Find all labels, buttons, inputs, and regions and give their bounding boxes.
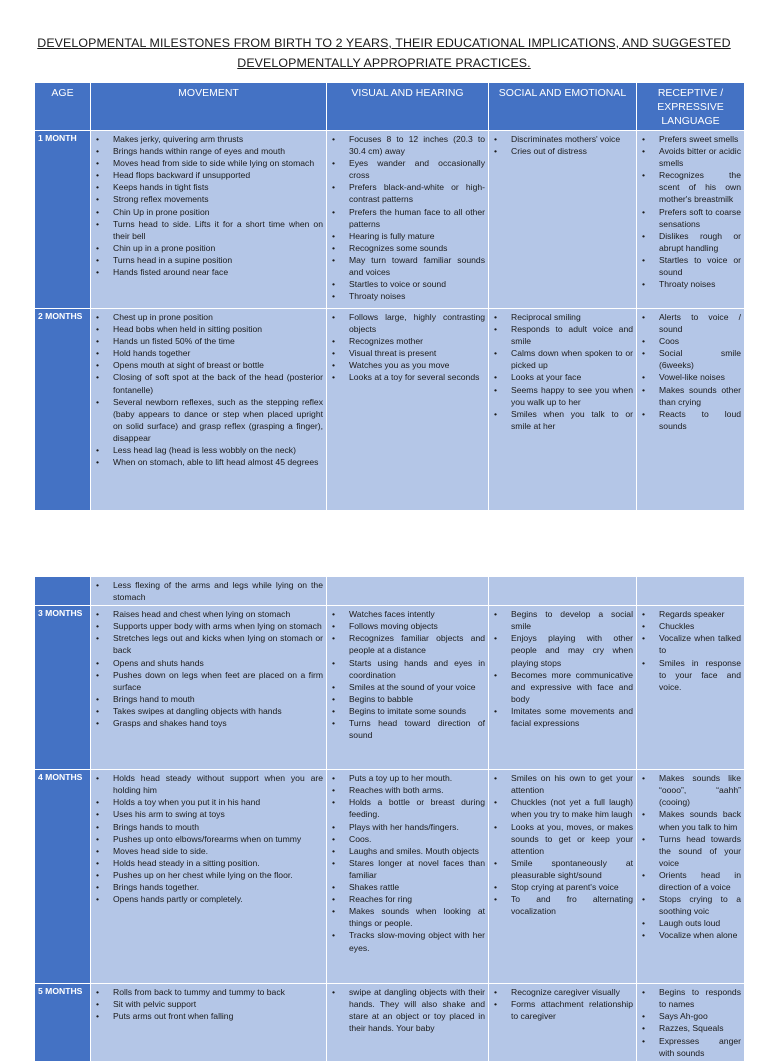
milestone-item: • Opens and shuts hands xyxy=(113,657,323,669)
milestone-item: • Looks at you, moves, or makes sounds to get or keep your attention xyxy=(511,821,633,857)
milestone-item: • Recognizes mother xyxy=(349,335,485,347)
milestone-item: • Smiles in response to your face and voice. xyxy=(659,657,741,693)
social-cell xyxy=(489,770,637,984)
milestone-item: • Seems happy to see you when you walk up to her xyxy=(511,384,633,408)
milestone-item: • Pushes up onto elbows/forearms when on tummy xyxy=(113,833,323,845)
milestone-item: • Prefers sweet smells xyxy=(659,133,741,145)
milestone-item: • Reaches with both arms. xyxy=(349,784,485,796)
movement-list xyxy=(94,133,323,278)
milestone-item: • Moves head from side to side while lying on stomach xyxy=(113,157,323,169)
milestone-item: • Rolls from back to tummy and tummy to back xyxy=(113,986,323,998)
milestone-item: • Startles to voice or sound xyxy=(659,254,741,278)
milestone-item: • Vocalize when alone xyxy=(659,929,741,941)
milestone-item: • Begins to responds to names xyxy=(659,986,741,1010)
milestone-item: • Pushes down on legs when feet are placed on a firm surface xyxy=(113,669,323,693)
milestone-item: • Prefers black-and-white or high-contrast patterns xyxy=(349,181,485,205)
milestone-item: • Turns head to side. Lifts it for a short time when on their bell xyxy=(113,218,323,242)
milestone-item: • Smiles at the sound of your voice xyxy=(349,681,485,693)
movement-list xyxy=(94,608,323,729)
milestone-item: • Opens mouth at sight of breast or bottle xyxy=(113,359,323,371)
milestone-item: • Makes sounds when looking at things or people. xyxy=(349,905,485,929)
movement-list xyxy=(94,579,323,603)
language-cell xyxy=(637,984,745,1062)
milestone-item: • Regards speaker xyxy=(659,608,741,620)
milestone-item: • Makes jerky, quivering arm thrusts xyxy=(113,133,323,145)
milestone-item: • Begins to babble xyxy=(349,693,485,705)
milestone-item: • Hands fisted around near face xyxy=(113,266,323,278)
milestone-item: • Eyes wander and occasionally cross xyxy=(349,157,485,181)
milestone-item: • Stretches legs out and kicks when lying on stomach or back xyxy=(113,632,323,656)
milestone-item: • Starts using hands and eyes in coordination xyxy=(349,657,485,681)
movement-cell xyxy=(91,131,327,309)
milestone-item: • Vowel-like noises xyxy=(659,371,741,383)
milestone-item: • May turn toward familiar sounds and voices xyxy=(349,254,485,278)
language-list xyxy=(640,772,741,941)
milestone-item: • Orients head in direction of a voice xyxy=(659,869,741,893)
milestone-item: • Chest up in prone position xyxy=(113,311,323,323)
movement-cell xyxy=(91,984,327,1062)
milestone-item: • Hands un fisted 50% of the time xyxy=(113,335,323,347)
milestone-item: • Holds head steady without support when you are holding him xyxy=(113,772,323,796)
language-list xyxy=(640,133,741,290)
milestone-item: • Reacts to loud sounds xyxy=(659,408,741,432)
milestone-item: • Social smile (6weeks) xyxy=(659,347,741,371)
milestone-item: • Brings hands to mouth xyxy=(113,821,323,833)
milestone-item: • Startles to voice or sound xyxy=(349,278,485,290)
milestone-item: • Chuckles (not yet a full laugh) when you try to make him laugh xyxy=(511,796,633,820)
milestone-item: • Reaches for ring xyxy=(349,893,485,905)
language-list xyxy=(640,986,741,1059)
milestone-item: • Recognizes some sounds xyxy=(349,242,485,254)
document-title-line-1: DEVELOPMENTAL MILESTONES FROM BIRTH TO 2 YEARS, THEIR EDUCATIONAL IMPLICATIONS, AND SUGGESTED xyxy=(37,36,731,50)
language-cell xyxy=(637,606,745,770)
movement-cell xyxy=(91,309,327,511)
visual-cell xyxy=(327,984,489,1062)
milestone-item: • Makes sounds back when you talk to him xyxy=(659,808,741,832)
visual-list xyxy=(330,608,485,741)
milestone-item: • Cries out of distress xyxy=(511,145,633,157)
language-cell xyxy=(637,577,745,606)
milestone-item: • Hold hands together xyxy=(113,347,323,359)
milestone-item: • Brings hands within range of eyes and mouth xyxy=(113,145,323,157)
age-cell: 3 MONTHS xyxy=(35,606,91,770)
milestone-item: • Tracks slow-moving object with her eyes. xyxy=(349,929,485,953)
milestone-item: • Sit with pelvic support xyxy=(113,998,323,1010)
milestone-item: • swipe at dangling objects with their hands. They will also shake and stare at an object or toy placed in their hands. Your baby xyxy=(349,986,485,1034)
milestone-item: • Forms attachment relationship to caregiver xyxy=(511,998,633,1022)
milestone-item: • Prefers soft to coarse sensations xyxy=(659,206,741,230)
milestone-item: • Holds a toy when you put it in his hand xyxy=(113,796,323,808)
milestone-item: • Expresses anger with sounds xyxy=(659,1035,741,1059)
social-list xyxy=(492,608,633,729)
language-cell xyxy=(637,309,745,511)
milestone-item: • Throaty noises xyxy=(659,278,741,290)
language-cell xyxy=(637,770,745,984)
milestone-item: • Enjoys playing with other people and may cry when playing stops xyxy=(511,632,633,668)
document-title-line-2: DEVELOPMENTALLY APPROPRIATE PRACTICES. xyxy=(237,56,531,70)
milestone-row xyxy=(35,577,745,606)
age-cell: 1 MONTH xyxy=(35,131,91,309)
milestone-item: • Holds a bottle or breast during feeding. xyxy=(349,796,485,820)
social-list xyxy=(492,133,633,157)
milestone-item: • Strong reflex movements xyxy=(113,193,323,205)
milestone-item: • Imitates some movements and facial expressions xyxy=(511,705,633,729)
milestone-row xyxy=(35,309,745,511)
movement-cell xyxy=(91,606,327,770)
milestone-item: • Pushes up on her chest while lying on the floor. xyxy=(113,869,323,881)
milestone-item: • Chin Up in prone position xyxy=(113,206,323,218)
milestone-item: • Reciprocal smiling xyxy=(511,311,633,323)
visual-cell xyxy=(327,131,489,309)
visual-list xyxy=(330,772,485,953)
milestone-item: • Makes sounds like “oooo”, “aahh” (cooing) xyxy=(659,772,741,808)
milestone-item: • Chin up in a prone position xyxy=(113,242,323,254)
milestone-item: • Moves head side to side. xyxy=(113,845,323,857)
age-cell: 2 MONTHS xyxy=(35,309,91,511)
milestone-item: • Smile spontaneously at pleasurable sight/sound xyxy=(511,857,633,881)
milestone-item: • Supports upper body with arms when lying on stomach xyxy=(113,620,323,632)
milestone-item: • Looks at your face xyxy=(511,371,633,383)
milestone-item: • Discriminates mothers' voice xyxy=(511,133,633,145)
milestone-item: • Coos xyxy=(659,335,741,347)
movement-list xyxy=(94,986,323,1022)
milestone-item: • Becomes more communicative and expressive with face and body xyxy=(511,669,633,705)
milestone-item: • Coos. xyxy=(349,833,485,845)
milestone-item: • Stop crying at parent's voice xyxy=(511,881,633,893)
milestone-item: • Chuckles xyxy=(659,620,741,632)
visual-list xyxy=(330,133,485,302)
header-visual-hearing: VISUAL AND HEARING xyxy=(327,83,489,131)
milestone-item: • Turns head in a supine position xyxy=(113,254,323,266)
social-list xyxy=(492,311,633,432)
header-movement: MOVEMENT xyxy=(91,83,327,131)
milestone-item: • Brings hands together. xyxy=(113,881,323,893)
milestone-item: • Laughs and smiles. Mouth objects xyxy=(349,845,485,857)
visual-cell xyxy=(327,606,489,770)
milestone-item: • Turns head towards the sound of your voice xyxy=(659,833,741,869)
language-list xyxy=(640,311,741,432)
movement-list xyxy=(94,772,323,905)
milestone-item: • Visual threat is present xyxy=(349,347,485,359)
milestone-item: • Vocalize when talked to xyxy=(659,632,741,656)
milestone-item: • Follows large, highly contrasting objects xyxy=(349,311,485,335)
milestone-item: • Closing of soft spot at the back of the head (posterior fontanelle) xyxy=(113,371,323,395)
social-cell xyxy=(489,606,637,770)
milestone-row xyxy=(35,770,745,984)
milestone-item: • Alerts to voice / sound xyxy=(659,311,741,335)
milestone-item: • Stops crying to a soothing voic xyxy=(659,893,741,917)
social-cell xyxy=(489,309,637,511)
milestone-item: • Smiles when you talk to or smile at her xyxy=(511,408,633,432)
social-list xyxy=(492,772,633,917)
milestone-item: • Calms down when spoken to or picked up xyxy=(511,347,633,371)
visual-cell xyxy=(327,770,489,984)
milestone-item: • Razzes, Squeals xyxy=(659,1022,741,1034)
milestone-item: • Makes sounds other than crying xyxy=(659,384,741,408)
social-cell xyxy=(489,984,637,1062)
age-cell xyxy=(35,577,91,606)
milestone-item: • Uses his arm to swing at toys xyxy=(113,808,323,820)
social-list xyxy=(492,986,633,1022)
milestone-item: • Laugh outs loud xyxy=(659,917,741,929)
milestone-item: • Plays with her hands/fingers. xyxy=(349,821,485,833)
milestone-row xyxy=(35,984,745,1062)
milestone-item: • Opens hands partly or completely. xyxy=(113,893,323,905)
milestone-item: • Focuses 8 to 12 inches (20.3 to 30.4 cm) away xyxy=(349,133,485,157)
milestone-item: • Watches faces intently xyxy=(349,608,485,620)
milestone-item: • Grasps and shakes hand toys xyxy=(113,717,323,729)
milestone-item: • Recognize caregiver visually xyxy=(511,986,633,998)
milestone-item: • Recognizes the scent of his own mother's breastmilk xyxy=(659,169,741,205)
visual-cell xyxy=(327,577,489,606)
header-social-emotional: SOCIAL AND EMOTIONAL xyxy=(489,83,637,131)
milestone-item: • Takes swipes at dangling objects with hands xyxy=(113,705,323,717)
milestone-item: • Keeps hands in tight fists xyxy=(113,181,323,193)
milestone-item: • Says Ah-goo xyxy=(659,1010,741,1022)
header-age: AGE xyxy=(35,83,91,131)
milestone-item: • Shakes rattle xyxy=(349,881,485,893)
age-cell: 4 MONTHS xyxy=(35,770,91,984)
milestone-item: • Raises head and chest when lying on stomach xyxy=(113,608,323,620)
visual-list xyxy=(330,311,485,384)
milestone-item: • Brings hand to mouth xyxy=(113,693,323,705)
social-cell xyxy=(489,577,637,606)
language-list xyxy=(640,608,741,693)
milestones-table-page-2 xyxy=(34,576,745,1062)
milestone-item: • Hearing is fully mature xyxy=(349,230,485,242)
milestone-item: • Responds to adult voice and smile xyxy=(511,323,633,347)
milestone-item: • To and fro alternating vocalization xyxy=(511,893,633,917)
visual-cell xyxy=(327,309,489,511)
milestone-item: • Several newborn reflexes, such as the stepping reflex (baby appears to dance or step when placed upright on solid surface) and grasp reflex (grasping a finger), disappear xyxy=(113,396,323,444)
language-cell xyxy=(637,131,745,309)
milestone-row xyxy=(35,131,745,309)
visual-list xyxy=(330,986,485,1034)
milestone-item: • Puts a toy up to her mouth. xyxy=(349,772,485,784)
milestone-item: • Less flexing of the arms and legs while lying on the stomach xyxy=(113,579,323,603)
milestone-item: • Smiles on his own to get your attention xyxy=(511,772,633,796)
milestone-item: • Puts arms out front when falling xyxy=(113,1010,323,1022)
milestone-item: • Less head lag (head is less wobbly on the neck) xyxy=(113,444,323,456)
milestone-row xyxy=(35,606,745,770)
milestone-item: • Avoids bitter or acidic smells xyxy=(659,145,741,169)
header-language: RECEPTIVE / EXPRESSIVE LANGUAGE xyxy=(637,83,745,131)
milestone-item: • Head bobs when held in sitting position xyxy=(113,323,323,335)
milestone-item: • Watches you as you move xyxy=(349,359,485,371)
social-cell xyxy=(489,131,637,309)
movement-cell xyxy=(91,770,327,984)
milestone-item: • Turns head toward direction of sound xyxy=(349,717,485,741)
milestone-item: • Prefers the human face to all other patterns xyxy=(349,206,485,230)
movement-cell xyxy=(91,577,327,606)
milestone-item: • Head flops backward if unsupported xyxy=(113,169,323,181)
movement-list xyxy=(94,311,323,468)
milestone-item: • Dislikes rough or abrupt handling xyxy=(659,230,741,254)
milestone-item: • Recognizes familiar objects and people at a distance xyxy=(349,632,485,656)
milestone-item: • Throaty noises xyxy=(349,290,485,302)
age-cell: 5 MONTHS xyxy=(35,984,91,1062)
milestone-item: • Begins to imitate some sounds xyxy=(349,705,485,717)
milestone-item: • Stares longer at novel faces than familiar xyxy=(349,857,485,881)
milestone-item: • When on stomach, able to lift head almost 45 degrees xyxy=(113,456,323,468)
milestone-item: • Looks at a toy for several seconds xyxy=(349,371,485,383)
milestone-item: • Follows moving objects xyxy=(349,620,485,632)
milestone-item: • Holds head steady in a sitting position. xyxy=(113,857,323,869)
milestone-item: • Begins to develop a social smile xyxy=(511,608,633,632)
milestones-table-page-1 xyxy=(34,82,745,511)
